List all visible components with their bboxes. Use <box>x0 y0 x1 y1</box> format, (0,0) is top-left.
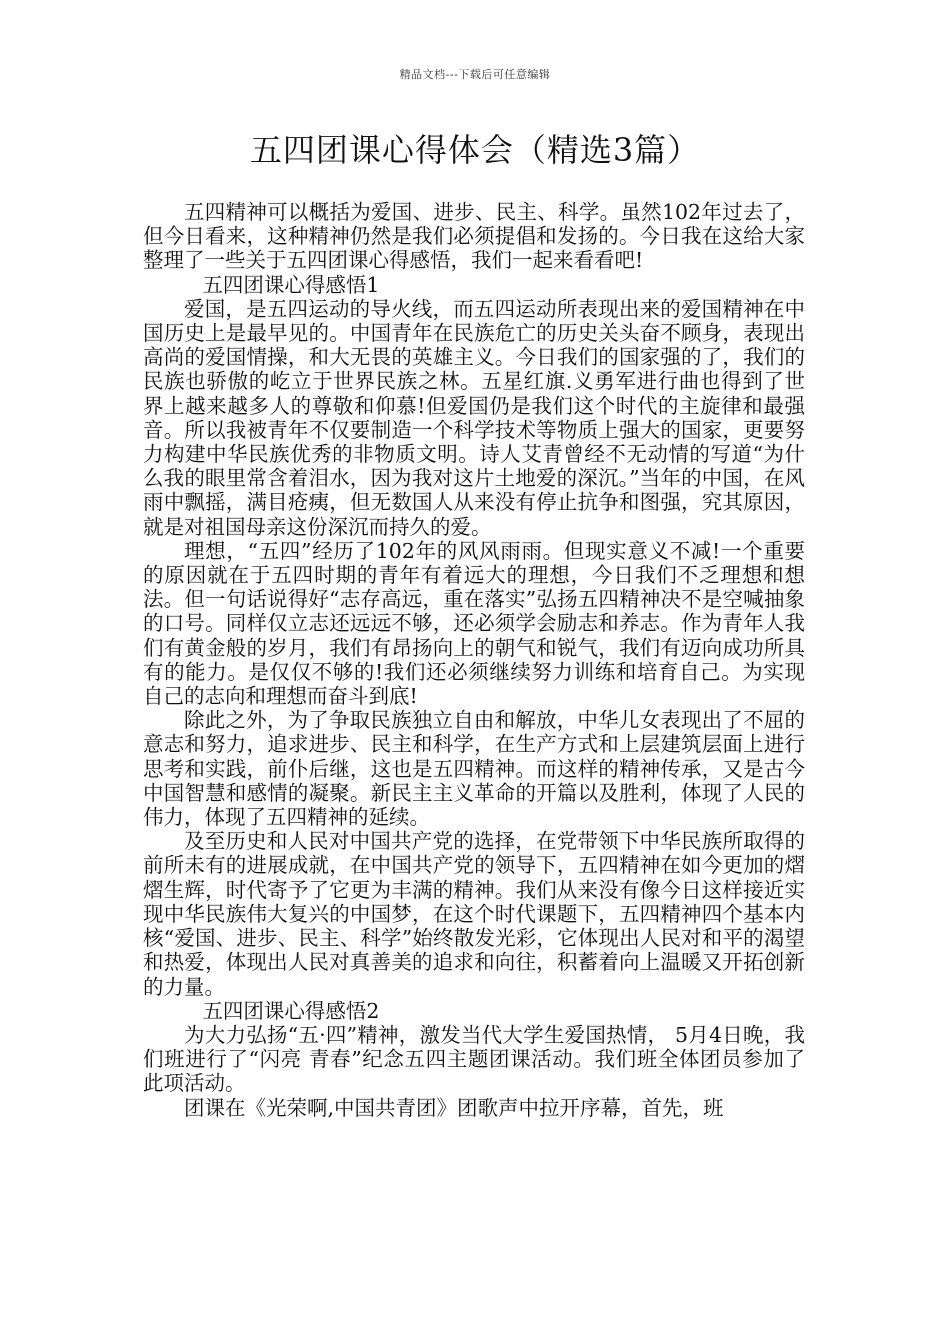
paragraph: 为大力弘扬“五·四”精神，激发当代大学生爱国热情， 5月4日晚，我们班进行了“闪亮 青春”纪念五四主题团课活动。我们班全体团员参加了此项活动。 <box>143 1022 805 1096</box>
header-note: 精品文档---下载后可任意编辑 <box>399 68 551 81</box>
document-title: 五四团课心得体会（精选3篇） <box>249 131 701 169</box>
paragraph: 爱国，是五四运动的导火线，而五四运动所表现出来的爱国精神在中国历史上是最早见的。中国青年在民族危亡的历史关头奋不顾身，表现出高尚的爱国情操，和大无畏的英雄主义。今日我们的国家强的了，我们的民族也骄傲的屹立于世界民族之林。五星红旗.义勇军进行曲也得到了世界上越来越多人的尊敬和仰慕!但爱国仍是我们这个时代的主旋律和最强音。所以我被青年不仅要制造一个科学技术等物质上强大的国家，更要努力构建中华民族优秀的非物质文明。诗人艾青曾经不无动情的写道“为什么我的眼里常含着泪水，因为我对这片土地爱的深沉。”当年的中国，在风雨中飘摇，满目疮痍，但无数国人从来没有停止抗争和图强，究其原因，就是对祖国母亲这份深沉而持久的爱。 <box>143 296 805 539</box>
paragraph: 及至历史和人民对中国共产党的选择，在党带领下中华民族所取得的前所未有的进展成就，在中国共产党的领导下，五四精神在如今更加的熠熠生辉，时代寄予了它更为丰满的精神。我们从来没有像今日这样接近实现中华民族伟大复兴的中国梦，在这个时代课题下，五四精神四个基本内核“爱国、进步、民主、科学”始终散发光彩，它体现出人民对和平的渴望和热爱，体现出人民对真善美的追求和向往，积蓄着向上温暖又开拓创新的力量。 <box>143 829 805 999</box>
paragraph: 理想，“五四”经历了102年的风风雨雨。但现实意义不减!一个重要的原因就在于五四时期的青年有着远大的理想，今日我们不乏理想和想法。但一句话说得好“志存高远，重在落实”弘扬五四精神决不是空喊抽象的口号。同样仅立志还远远不够，还必须学会励志和养志。作为青年人我们有黄金般的岁月，我们有昂扬向上的朝气和锐气，我们有迈向成功所具有的能力。是仅仅不够的!我们还必须继续努力训练和培育自己。为实现自己的志向和理想而奋斗到底! <box>143 538 805 709</box>
section-heading: 五四团课心得感悟2 <box>202 998 380 1023</box>
paragraph: 除此之外，为了争取民族独立自由和解放，中华儿女表现出了不屈的意志和努力，追求进步、民主和科学，在生产方式和上层建筑层面上进行思考和实践，前仆后继，这也是五四精神。而这样的精神传承，又是古今中国智慧和感情的凝聚。新民主主义革命的开篇以及胜利，体现了人民的伟力，体现了五四精神的延续。 <box>143 708 805 830</box>
paragraph: 团课在《光荣啊,中国共青团》团歌声中拉开序幕，首先，班 <box>184 1095 724 1120</box>
section-heading: 五四团课心得感悟1 <box>202 272 380 297</box>
paragraph: 五四精神可以概括为爱国、进步、民主、科学。虽然102年过去了，但今日看来，这种精神仍然是我们必须提倡和发扬的。今日我在这给大家整理了一些关于五四团课心得感悟，我们一起来看看吧! <box>143 200 805 273</box>
document-body <box>143 200 805 1120</box>
